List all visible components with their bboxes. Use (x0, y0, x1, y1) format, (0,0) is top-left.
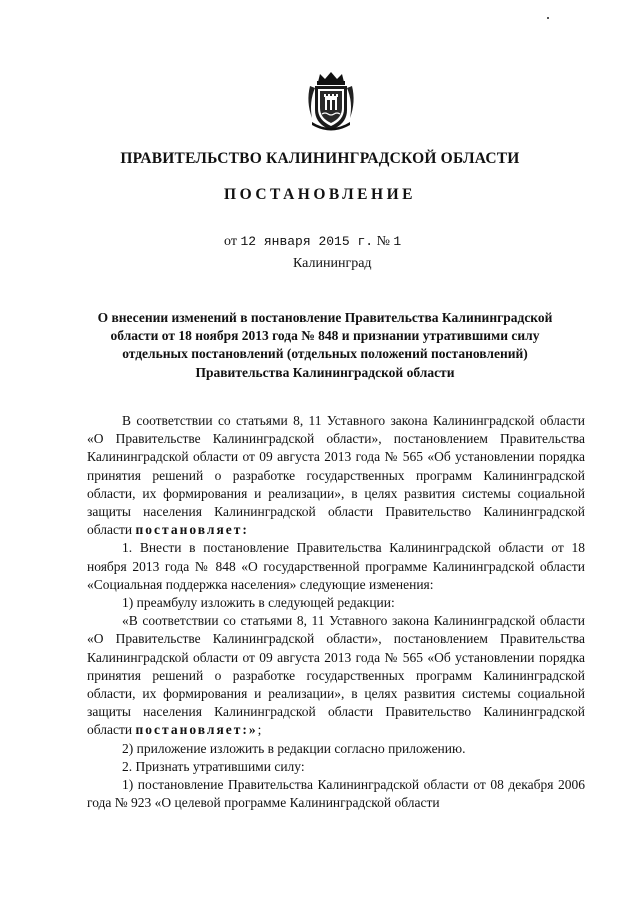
decree-word: постановляет:» (135, 722, 258, 738)
paragraph-text: В соответствии со статьями 8, 11 Уставного закона Калининградской области «О Правительстве Калининградской области», постановлением Правительства Калининградской области от 09 августа 2013 года № 565 «Об установлении порядка принятия решений о разработке государственных программ Калининградской области, их формирования и реализации», в целях развития системы социальной защиты населения Калининградской области Правительство Калининградской области (87, 413, 585, 538)
document-body (87, 412, 585, 812)
document-title: О внесении изменений в постановление Правительства Калининградской области от 18 ноября 2013 года № 848 и признании утратившими силу отдельных постановлений (отдельных положений постановлений) Правительства Калининградской области (97, 310, 553, 380)
date-line (224, 234, 401, 250)
scan-speck (547, 17, 549, 19)
government-name: ПРАВИТЕЛЬСТВО КАЛИНИНГРАДСКОЙ ОБЛАСТИ (120, 150, 520, 167)
paragraph-preamble (87, 412, 585, 539)
city: Калининград (293, 256, 372, 271)
paragraph-subitem-2: 2) приложение изложить в редакции согласно приложению. (122, 740, 466, 756)
paragraph-subitem-1: 1) преамбулу изложить в следующей редакции: (122, 595, 395, 611)
number-value: 1 (393, 234, 402, 249)
number-prefix: № (376, 234, 390, 249)
paragraph-item-1: 1. Внести в постановление Правительства Калининградской области от 18 ноября 2013 года № 848 «О государственной программе Калининградской области «Социальная поддержка населения» следующие изменения: (87, 540, 585, 592)
decree-word: постановляет: (135, 522, 249, 538)
date-value: 12 января 2015 г. (240, 234, 374, 249)
paragraph-repeal-1: 1) постановление Правительства Калининградской области от 08 декабря 2006 года № 923 «О целевой программе Калининградской области (87, 777, 585, 811)
paragraph-quoted-preamble (87, 612, 585, 739)
punctuation: ; (257, 722, 262, 738)
paragraph-text: «В соответствии со статьями 8, 11 Уставного закона Калининградской области «О Правительстве Калининградской области», постановлением Правительства Калининградской области от 09 августа 2013 года № 565 «Об установлении порядка принятия решений о разработке государственных программ Калининградской области, их формирования и реализации», в целях развития системы социальной защиты населения Калининградской области Правительство Калининградской области (87, 613, 585, 738)
date-prefix: от (224, 234, 237, 249)
coat-of-arms-icon (306, 72, 356, 134)
document-type: ПОСТАНОВЛЕНИЕ (224, 186, 416, 203)
paragraph-item-2: 2. Признать утратившими силу: (122, 758, 305, 774)
